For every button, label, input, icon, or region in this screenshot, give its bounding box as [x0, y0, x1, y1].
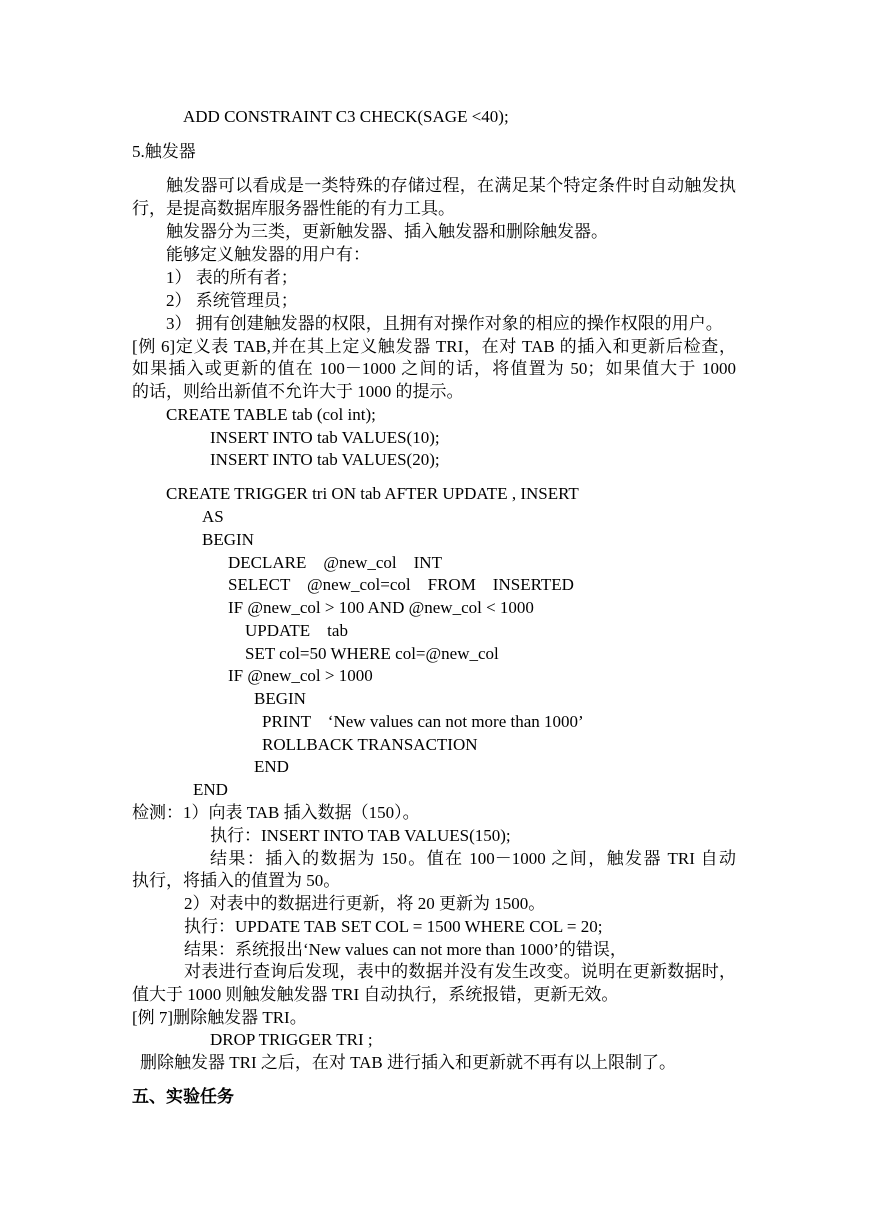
code-line: INSERT INTO tab VALUES(10);: [210, 428, 440, 447]
paragraph-line: 删除触发器 TRI 之后，在对 TAB 进行插入和更新就不再有以上限制了。: [140, 1053, 677, 1072]
code-line: UPDATE tab: [245, 621, 348, 640]
code-line: CREATE TABLE tab (col int);: [166, 405, 376, 424]
test-step: 结果：系统报出‘New values can not more than 1000’的错误，: [184, 940, 627, 959]
paragraph-line: 触发器分为三类，更新触发器、插入触发器和删除触发器。: [166, 222, 608, 241]
example-6-text: [例 6]定义表 TAB,并在其上定义触发器 TRI，在对 TAB 的插入和更新后检查，: [132, 337, 736, 356]
example-6-text: 的话，则给出新值不允许大于 1000 的提示。: [132, 382, 464, 401]
code-line: SET col=50 WHERE col=@new_col: [245, 644, 499, 663]
code-line: DROP TRIGGER TRI ;: [210, 1030, 373, 1049]
code-line: ROLLBACK TRANSACTION: [262, 735, 478, 754]
test-step: 对表进行查询后发现，表中的数据并没有发生改变。说明在更新数据时，: [184, 962, 736, 981]
test-step: 执行，将插入的值置为 50。: [132, 871, 341, 890]
paragraph-line: 触发器可以看成是一类特殊的存储过程，在满足某个特定条件时自动触发执: [166, 176, 736, 195]
code-line: SELECT @new_col=col FROM INSERTED: [228, 575, 574, 594]
paragraph-line: 行，是提高数据库服务器性能的有力工具。: [132, 199, 455, 218]
test-step: 值大于 1000 则触发触发器 TRI 自动执行，系统报错，更新无效。: [132, 985, 619, 1004]
code-line: BEGIN: [202, 530, 254, 549]
sql-add-constraint: ADD CONSTRAINT C3 CHECK(SAGE <40);: [183, 107, 509, 126]
code-line: IF @new_col > 100 AND @new_col < 1000: [228, 598, 534, 617]
code-line: END: [193, 780, 228, 799]
paragraph-line: 能够定义触发器的用户有：: [166, 245, 370, 264]
test-step: 执行：INSERT INTO TAB VALUES(150);: [210, 826, 511, 845]
test-step: 2）对表中的数据进行更新，将 20 更新为 1500。: [184, 894, 546, 913]
code-line: AS: [202, 507, 224, 526]
code-line: END: [254, 757, 289, 776]
section-heading-tasks: 五、实验任务: [132, 1087, 234, 1106]
example-6-text: 如果插入或更新的值在 100－1000 之间的话，将值置为 50；如果值大于 1000: [132, 359, 736, 378]
test-step: 结果：插入的数据为 150。值在 100－1000 之间，触发器 TRI 自动: [210, 849, 736, 868]
code-line: INSERT INTO tab VALUES(20);: [210, 450, 440, 469]
list-item: 1） 表的所有者；: [166, 268, 298, 287]
code-line: CREATE TRIGGER tri ON tab AFTER UPDATE , INSERT: [166, 484, 579, 503]
code-line: DECLARE @new_col INT: [228, 553, 442, 572]
test-step: 执行：UPDATE TAB SET COL = 1500 WHERE COL = 20;: [184, 917, 603, 936]
list-item: 2） 系统管理员；: [166, 291, 298, 310]
list-item: 3） 拥有创建触发器的权限，且拥有对操作对象的相应的操作权限的用户。: [166, 314, 723, 333]
code-line: BEGIN: [254, 689, 306, 708]
code-line: PRINT ‘New values can not more than 1000’: [262, 712, 584, 731]
example-7-text: [例 7]删除触发器 TRI。: [132, 1008, 307, 1027]
code-line: IF @new_col > 1000: [228, 666, 373, 685]
test-step: 检测：1）向表 TAB 插入数据（150）。: [132, 803, 420, 822]
section-heading-triggers: 5.触发器: [132, 142, 196, 161]
